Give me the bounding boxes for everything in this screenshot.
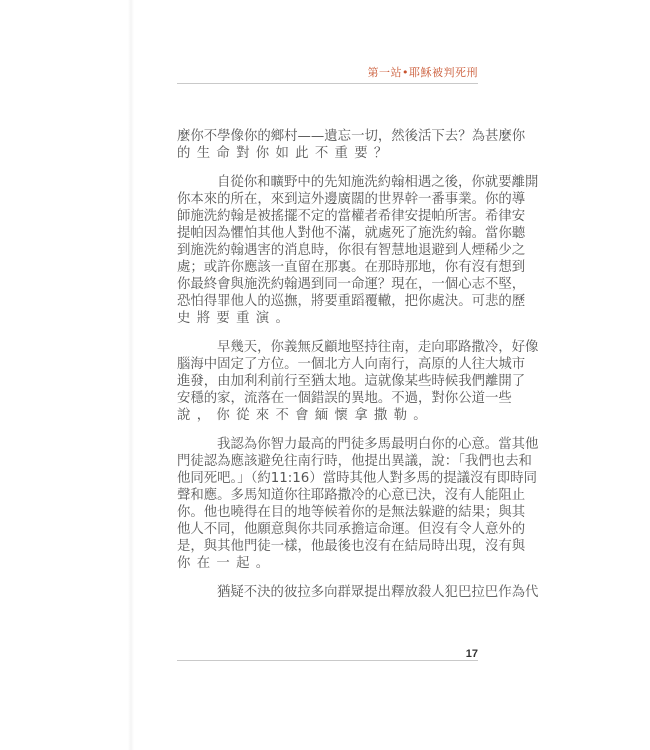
text-line: 的生命對你如此不重要？ [177,146,394,161]
paragraph [177,174,539,327]
text-line: 他人不同，他願意與你共同承擔這命運。但沒有令人意外的 [177,522,526,537]
paragraph [177,436,539,572]
text-line: 到施洗約翰遇害的消息時，你很有智慧地退避到人煙稀少之 [177,243,526,258]
text-line: 腦海中固定了方位。一個北方人向南行，高原的人往大城市 [177,357,526,372]
text-line: 史將要重演。 [177,311,296,326]
text-line: 門徒認為應該避免往南行時，他提出異議，說：「我們也去和 [177,454,532,469]
paragraph-gap [177,327,478,339]
text-line: 他同死吧。」（約11:16）當時其他人對多馬的提議沒有即時同 [177,471,537,486]
text-line: 安穩的家，流落在一個錯誤的異地。不過，對你公道一些 [177,391,512,406]
paragraph-gap [177,162,478,174]
text-line: 師施洗約翰是被搖擺不定的當權者希律安提帕所害。希律安 [177,209,526,224]
text-line: 進發，由加利利前行至猶太地。這就像某些時候我們離開了 [177,374,526,389]
body-text [177,128,539,601]
text-line: 猶疑不決的彼拉多向群眾提出釋放殺人犯巴拉巴作為代 [217,585,539,600]
text-line: 聲和應。多馬知道你往耶路撒冷的心意已決，沒有人能阻止 [177,488,526,503]
text-line: 麼你不學像你的鄉村——遺忘一切，然後活下去？為甚麼你 [177,129,526,144]
page-number: 17 [465,648,478,660]
text-line: 你最終會與施洗約翰遇到同一命運？現在，一個心志不堅， [177,277,526,292]
running-header: 第一站•耶穌被判死刑 [367,66,478,79]
text-line: 提帕因為懼怕其他人對他不滿，就處死了施洗約翰。當你聽 [177,226,526,241]
paragraph [177,584,539,601]
header-rule [177,83,478,84]
text-line: 處；或許你應該一直留在那裏。在那時那地，你有沒有想到 [177,260,526,275]
book-gutter-shadow [128,0,134,750]
text-line: 說，你從來不會緬懷拿撒勒。 [177,408,433,423]
text-line: 自從你和曠野中的先知施洗約翰相遇之後，你就要離開 [217,175,539,190]
text-line: 你本來的所在，來到這外邊廣闊的世界幹一番事業。你的導 [177,192,526,207]
text-line: 是，與其他門徒一樣，他最後也沒有在結局時出現，沒有與 [177,539,526,554]
text-line: 早幾天，你義無反顧地堅持往南，走向耶路撒冷，好像 [217,340,539,355]
footer-rule [177,660,478,661]
text-line: 你。他也曉得在目的地等候着你的是無法躲避的結果；與其 [177,505,526,520]
paragraph [177,339,539,424]
text-line: 恐怕得罪他人的巡撫，將要重蹈覆轍，把你處決。可悲的歷 [177,294,526,309]
text-line: 我認為你智力最高的門徒多馬最明白你的心意。當其他 [217,437,539,452]
paragraph [177,128,526,162]
paragraph-gap [177,424,478,436]
paragraph-gap [177,572,478,584]
text-line: 你在一起。 [177,556,276,571]
